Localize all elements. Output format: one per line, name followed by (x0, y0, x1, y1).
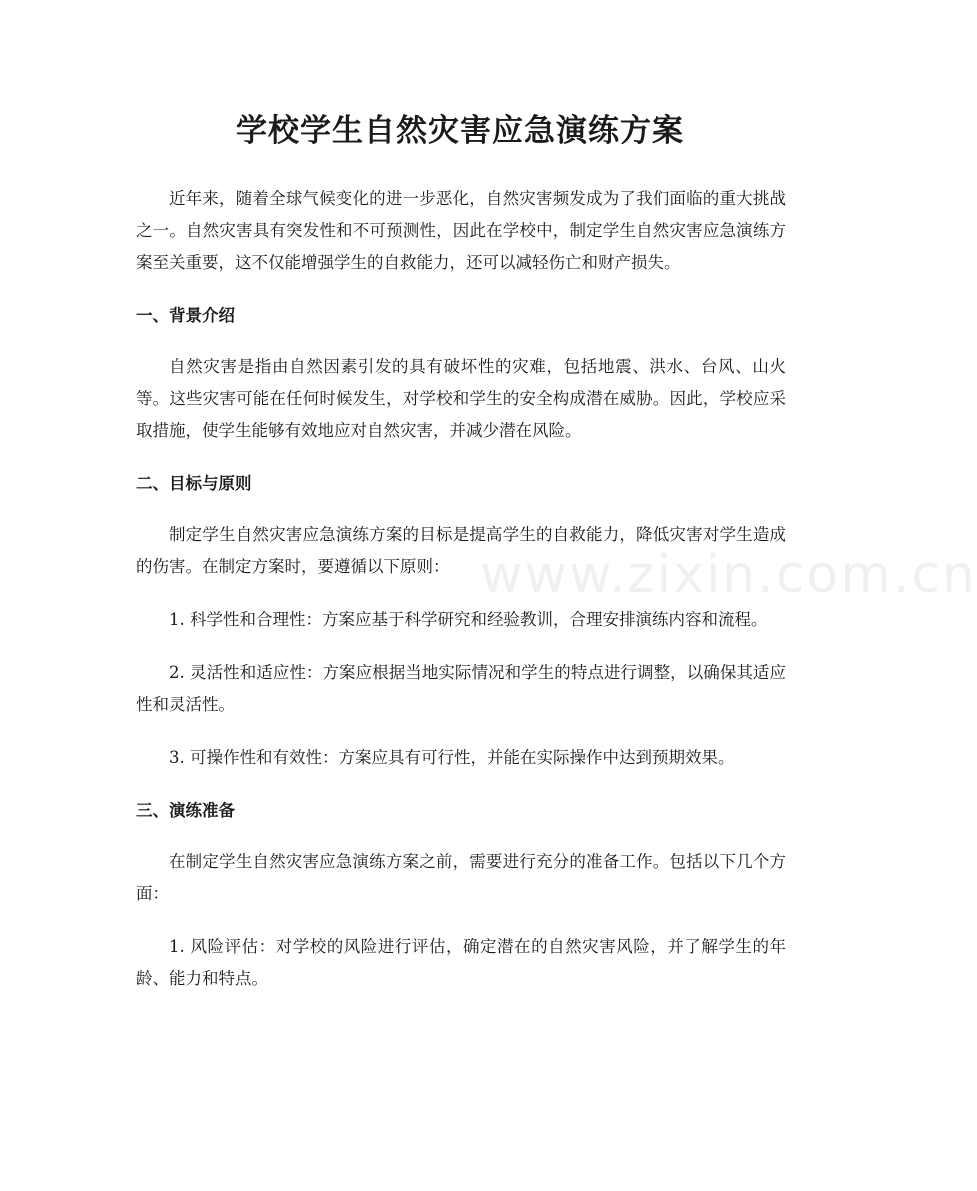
principle-item: 1. 科学性和合理性：方案应基于科学研究和经验教训，合理安排演练内容和流程。 (169, 610, 768, 629)
principle-item: 3. 可操作性和有效性：方案应具有可行性，并能在实际操作中达到预期效果。 (169, 748, 735, 767)
watermark: www.zixin.com.cn (480, 545, 977, 605)
section-heading-goals: 二、目标与原则 (136, 474, 252, 493)
intro-paragraph: 近年来，随着全球气候变化的进一步恶化，自然灾害频发成为了我们面临的重大挑战之一。自然灾害具有突发性和不可预测性，因此在学校中，制定学生自然灾害应急演练方案至关重要，这不仅能增强学生的自救能力，还可以减轻伤亡和财产损失。 (136, 189, 786, 272)
background-paragraph: 自然灾害是指由自然因素引发的具有破坏性的灾难，包括地震、洪水、台风、山火等。这些灾害可能在任何时候发生，对学校和学生的安全构成潜在威胁。因此，学校应采取措施，使学生能够有效地应对自然灾害，并减少潜在风险。 (136, 357, 786, 440)
principle-item: 2. 灵活性和适应性：方案应根据当地实际情况和学生的特点进行调整，以确保其适应性和灵活性。 (136, 663, 786, 714)
document-title: 学校学生自然灾害应急演练方案 (236, 113, 684, 149)
section-heading-background: 一、背景介绍 (136, 306, 235, 325)
preparation-item: 1. 风险评估：对学校的风险进行评估，确定潜在的自然灾害风险，并了解学生的年龄、能力和特点。 (136, 937, 786, 988)
document-body (136, 183, 786, 1016)
section-heading-preparation: 三、演练准备 (136, 801, 235, 820)
goals-paragraph: 制定学生自然灾害应急演练方案的目标是提高学生的自救能力，降低灾害对学生造成的伤害。在制定方案时，要遵循以下原则： (136, 525, 786, 576)
preparation-paragraph: 在制定学生自然灾害应急演练方案之前，需要进行充分的准备工作。包括以下几个方面： (136, 852, 786, 903)
